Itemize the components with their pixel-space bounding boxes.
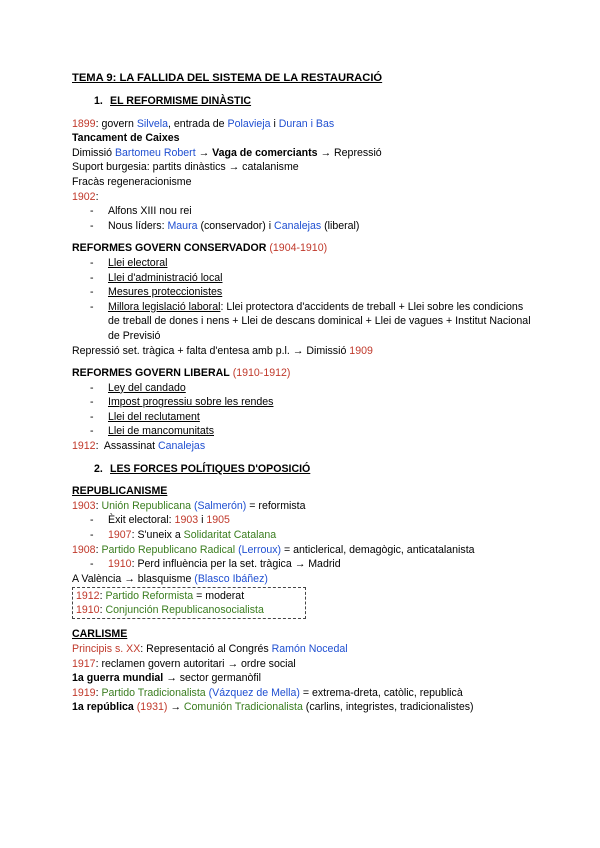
name: Duran i Bas (278, 117, 335, 130)
text-line (72, 439, 532, 454)
text: : (99, 590, 106, 603)
text: : Representació al Congrés (140, 643, 272, 655)
name: Canalejas (158, 440, 206, 453)
text-line (76, 603, 302, 617)
year: 1905 (206, 514, 230, 527)
text: Dimissió (72, 146, 115, 159)
year: (1931) (133, 701, 168, 714)
text: : govern (95, 117, 137, 130)
year: 1903 (72, 499, 96, 512)
text: = anticlerical, demagògic, anticatalanista (281, 543, 475, 556)
text: 1a guerra mundial (72, 672, 164, 685)
list-item (72, 219, 532, 234)
text-line (72, 671, 532, 686)
name: Canalejas (274, 219, 322, 232)
text: : (95, 499, 102, 512)
text-line: Suport burgesia: partits dinàstics → catalanisme (72, 161, 299, 174)
year: 1909 (349, 344, 373, 357)
text-line: Fracàs regeneracionisme (72, 175, 192, 188)
subheading: Tancament de Caixes (72, 132, 180, 145)
text: : Perd influència per la set. tràgica → Madrid (131, 558, 341, 571)
name: Maura (167, 219, 198, 232)
list-item (72, 300, 532, 344)
party: Comunión Tradicionalista (183, 701, 303, 714)
text: : (95, 190, 99, 203)
text: → (167, 701, 184, 714)
name: Silvela (136, 117, 169, 130)
subheading: REPUBLICANISME (72, 485, 168, 498)
text: Nous líders: (108, 219, 168, 232)
text-line (72, 499, 532, 514)
text: (liberal) (321, 219, 360, 232)
text: → Repressió (317, 146, 382, 159)
text: = moderat (193, 590, 245, 603)
list-item (72, 513, 532, 528)
text-line (72, 700, 532, 715)
text: REFORMES GOVERN CONSERVADOR (72, 242, 267, 255)
subheading (72, 241, 532, 256)
text-line (72, 190, 532, 205)
name: (Salmerón) (191, 499, 247, 512)
list-item (72, 557, 532, 572)
section-number: 2. (94, 462, 103, 475)
year: 1912 (76, 590, 100, 603)
text: 1a república (72, 701, 134, 714)
text: : Assassinat (95, 440, 158, 453)
text: : (95, 543, 102, 556)
list-item: - Llei d'administració local (72, 271, 532, 286)
text: (conservador) i (197, 219, 275, 232)
text-line (72, 657, 532, 672)
year: 1908 (72, 543, 96, 556)
subheading: CARLISME (72, 628, 128, 641)
year: 1910 (76, 604, 100, 617)
text: : (95, 686, 102, 699)
text-line (72, 642, 532, 657)
list-item: - Llei de mancomunitats (72, 424, 532, 439)
name: (Lerroux) (235, 543, 282, 556)
party: Solidaritat Catalana (183, 529, 277, 542)
name: (Blasco Ibáñez) (194, 572, 268, 585)
subheading (72, 366, 532, 381)
year: 1907 (108, 529, 132, 542)
party: Partido Reformista (105, 590, 194, 603)
section-number: 1. (94, 95, 103, 107)
section-heading-2 (72, 462, 532, 477)
name: Polavieja (227, 117, 271, 130)
list-item: - Alfons XIII nou rei (72, 204, 532, 219)
year: (1910-1912) (232, 367, 291, 380)
text: = reformista (246, 499, 306, 512)
text: , entrada de (168, 117, 228, 130)
list-item (72, 528, 532, 543)
list-item: - Ley del candado (72, 381, 532, 396)
section-heading-1 (72, 94, 532, 109)
text: : Llei protectora d'accidents de treball + Llei sobre les condicions de treball de dones i nens + Llei de descans dominical + Llei de vagues + Institut Nacional de Previsió (108, 300, 531, 342)
name: Bartomeu Robert (114, 146, 196, 159)
year: 1903 (174, 514, 199, 527)
document-page (72, 70, 532, 715)
page-title: TEMA 9: LA FALLIDA DEL SISTEMA DE LA RESTAURACIÓ (72, 72, 383, 84)
year: 1902 (72, 190, 96, 203)
year: 1899 (72, 117, 96, 130)
text-line (76, 589, 302, 603)
year: 1919 (72, 686, 96, 699)
list-item: - Llei electoral (72, 256, 532, 271)
text: Repressió set. tràgica + falta d'entesa amb p.l. → Dimissió (72, 344, 350, 357)
text: : S'uneix a (131, 529, 184, 542)
text: : reclamen govern autoritari → ordre social (95, 657, 296, 670)
text: (carlins, integristes, tradicionalistes) (302, 701, 474, 714)
list-item: - Impost progressiu sobre les rendes (72, 395, 532, 410)
text: → sector germanòfil (163, 672, 261, 685)
text: Èxit electoral: (108, 514, 175, 527)
text: Vaga de comerciants (212, 146, 318, 159)
list-item: - Mesures proteccionistes (72, 285, 532, 300)
text: = extrema-dreta, catòlic, republicà (299, 686, 463, 699)
text: Millora legislació laboral (108, 300, 221, 313)
party: Conjunción Republicanosocialista (105, 604, 264, 617)
text: i (270, 117, 279, 130)
party: Unión Republicana (101, 499, 191, 512)
year: 1912 (72, 440, 96, 453)
text-line (72, 117, 532, 132)
year: 1917 (72, 657, 96, 670)
year: Principis s. XX (72, 643, 141, 655)
text-line (72, 543, 532, 558)
party: Partido Republicano Radical (101, 543, 236, 556)
party: Partido Tradicionalista (101, 686, 206, 699)
text: i (198, 514, 207, 527)
text: → (195, 146, 213, 159)
year: (1904-1910) (269, 242, 328, 255)
text: : (99, 604, 106, 617)
list-item: - Llei del reclutament (72, 410, 532, 425)
section-label: EL REFORMISME DINÀSTIC (110, 95, 252, 107)
section-label: LES FORCES POLÍTIQUES D'OPOSICIÓ (110, 462, 311, 475)
text-line (72, 146, 532, 161)
name: Ramón Nocedal (271, 643, 348, 655)
name: (Vázquez de Mella) (205, 686, 300, 699)
text: A València → blasquisme (72, 572, 195, 585)
text-line (72, 686, 532, 701)
text: REFORMES GOVERN LIBERAL (72, 367, 230, 380)
text-line (72, 344, 532, 359)
text-line (72, 572, 532, 587)
highlight-box (72, 587, 306, 619)
year: 1910 (108, 558, 132, 571)
